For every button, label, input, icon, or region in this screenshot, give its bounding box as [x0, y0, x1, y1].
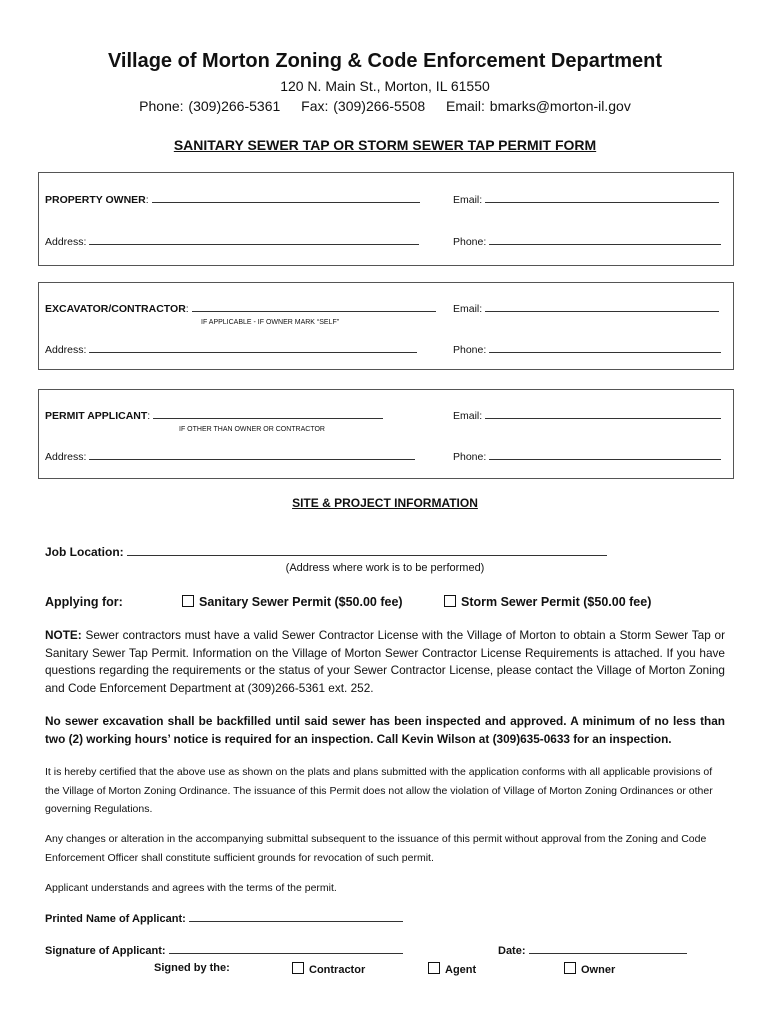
- applicant-email-field[interactable]: [453, 409, 721, 422]
- applicant-section: [38, 389, 734, 479]
- signature-field[interactable]: [45, 944, 403, 957]
- applicant-email-label: Email:: [453, 410, 483, 422]
- fax-number: Fax: (309)266-5508: [301, 98, 426, 114]
- department-address: 120 N. Main St., Morton, IL 61550: [280, 78, 490, 94]
- printed-name-label: Printed Name of Applicant:: [45, 913, 186, 925]
- site-section-title: SITE & PROJECT INFORMATION: [292, 496, 478, 510]
- agreement-text: Applicant understands and agrees with the terms of the permit.: [45, 882, 337, 894]
- owner-phone-field[interactable]: [453, 235, 721, 248]
- form-title: SANITARY SEWER TAP OR STORM SEWER TAP PERMIT FORM: [173, 137, 597, 153]
- note-text: Sewer contractors must have a valid Sewer Contractor License with the Village of Morton to obtain a Storm Sewer Tap or Sanitary Sewer Tap Permit. Information on the Village of Morton Sewer Contractor License Requirements is attached. If you have questions regarding the requirements or the status of your Sewer Contractor License, please contact the Village of Morton Zoning and Code Enforcement Department at (309)266-5361 ext. 252.: [45, 628, 725, 695]
- contractor-option-label: Contractor: [309, 964, 366, 976]
- date-field[interactable]: [498, 944, 687, 957]
- applicant-phone-label: Phone:: [453, 451, 487, 463]
- property-owner-section: [38, 172, 734, 266]
- signed-by-owner-option[interactable]: [564, 962, 615, 976]
- owner-email-field[interactable]: [453, 193, 719, 206]
- contractor-address-field[interactable]: [45, 343, 417, 356]
- date-label: Date:: [498, 945, 526, 957]
- signed-by-contractor-option[interactable]: [292, 962, 365, 976]
- email-address: Email: bmarks@morton-il.gov: [446, 98, 631, 114]
- contact-line: [0, 98, 770, 114]
- signed-by-label: Signed by the:: [154, 962, 230, 974]
- owner-name-label: PROPERTY OWNER: [45, 194, 146, 206]
- owner-phone-label: Phone:: [453, 236, 487, 248]
- owner-checkbox[interactable]: [564, 962, 576, 974]
- applicant-address-field[interactable]: [45, 450, 415, 463]
- changes-text: Any changes or alteration in the accompanying submittal subsequent to the issuance of this permit without approval from the Zoning and Code Enforcement Officer shall constitute sufficient grounds for revocation of such permit.: [45, 833, 707, 864]
- owner-email-label: Email:: [453, 194, 483, 206]
- note-label: NOTE:: [45, 628, 82, 642]
- contractor-email-field[interactable]: [453, 302, 719, 315]
- contractor-name-label: EXCAVATOR/CONTRACTOR: [45, 303, 186, 315]
- job-location-label: Job Location:: [45, 545, 124, 559]
- agent-checkbox[interactable]: [428, 962, 440, 974]
- contractor-name-field[interactable]: EXCAVATOR/CONTRACTOR:: [45, 302, 436, 315]
- applicant-address-label: Address:: [45, 451, 87, 463]
- signature-label: Signature of Applicant:: [45, 945, 166, 957]
- sanitary-option-label: Sanitary Sewer Permit ($50.00 fee): [199, 595, 403, 609]
- storm-option-label: Storm Sewer Permit ($50.00 fee): [461, 595, 652, 609]
- applicant-phone-field[interactable]: [453, 450, 721, 463]
- applicant-name-label: PERMIT APPLICANT: [45, 410, 148, 422]
- page-title: Village of Morton Zoning & Code Enforcement Department: [107, 50, 663, 72]
- contractor-phone-field[interactable]: [453, 343, 721, 356]
- contractor-address-label: Address:: [45, 344, 87, 356]
- storm-checkbox[interactable]: [444, 595, 456, 607]
- note-paragraph: [45, 627, 725, 697]
- applicant-hint: IF OTHER THAN OWNER OR CONTRACTOR: [179, 426, 325, 433]
- signed-by-agent-option[interactable]: [428, 962, 476, 976]
- owner-address-label: Address:: [45, 236, 87, 248]
- sanitary-permit-option[interactable]: [182, 595, 403, 609]
- agent-option-label: Agent: [445, 964, 477, 976]
- contractor-email-label: Email:: [453, 303, 483, 315]
- sanitary-checkbox[interactable]: [182, 595, 194, 607]
- contractor-phone-label: Phone:: [453, 344, 487, 356]
- phone-number: Phone: (309)266-5361: [139, 98, 281, 114]
- contractor-checkbox[interactable]: [292, 962, 304, 974]
- applicant-name-field[interactable]: PERMIT APPLICANT:: [45, 409, 383, 422]
- contractor-section: [38, 282, 734, 370]
- job-location-hint: (Address where work is to be performed): [285, 562, 485, 574]
- storm-permit-option[interactable]: [444, 595, 651, 609]
- owner-name-field[interactable]: PROPERTY OWNER:: [45, 193, 420, 206]
- certification-text: It is hereby certified that the above use as shown on the plats and plans submitted with the application conforms with all applicable provisions of the Village of Morton Zoning Ordinance. The issuance of this Permit does not allow the violation of Village of Morton Zoning Ordinances or other governing Regulations.: [45, 766, 713, 815]
- owner-option-label: Owner: [581, 964, 616, 976]
- job-location-field[interactable]: [45, 545, 607, 559]
- applying-for-label: Applying for:: [45, 595, 123, 609]
- printed-name-field[interactable]: [45, 912, 403, 925]
- inspection-warning: No sewer excavation shall be backfilled until said sewer has been inspected and approved. A minimum of no less than two (2) working hours’ notice is required for an inspection. Call Kevin Wilson at (309)635-0633 for an inspection.: [45, 714, 725, 746]
- contractor-hint: IF APPLICABLE - IF OWNER MARK “SELF”: [201, 319, 340, 326]
- owner-address-field[interactable]: [45, 235, 419, 248]
